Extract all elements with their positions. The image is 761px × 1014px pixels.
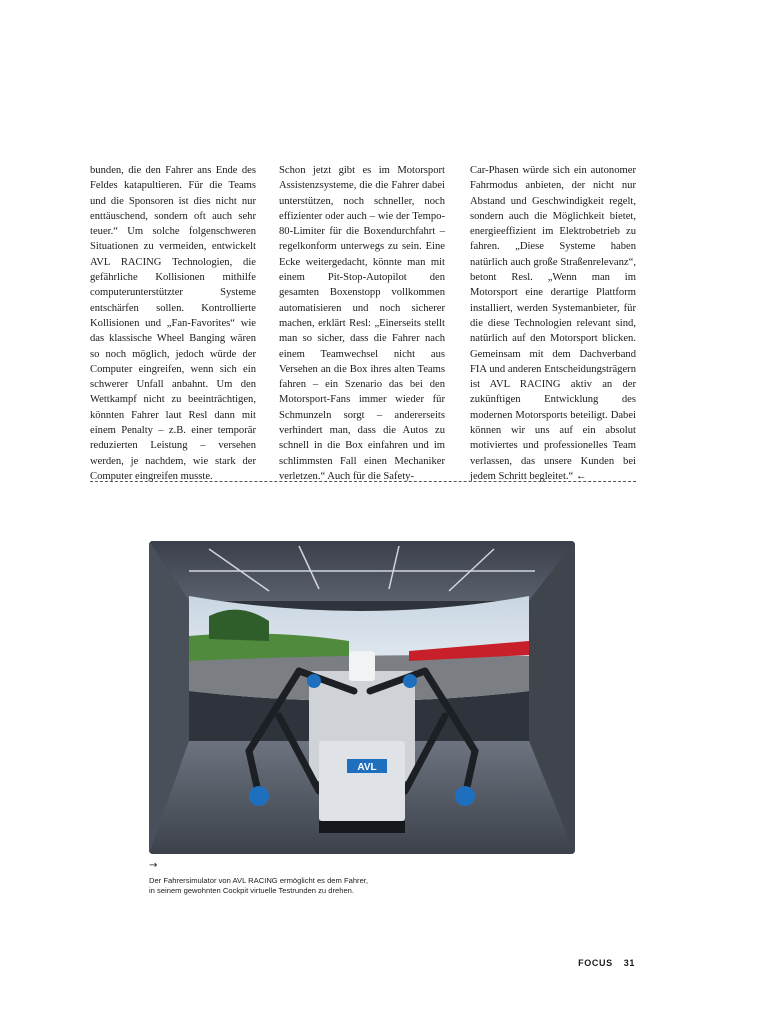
text-column-1: [90, 163, 256, 484]
page-footer: [578, 958, 635, 968]
caption-line-1: Der Fahrersimulator von AVL RACING ermöglicht es dem Fahrer,: [149, 876, 369, 885]
caption-line-2: in seinem gewohnten Cockpit virtuelle Testrunden zu drehen.: [149, 886, 355, 895]
text-column-2: [279, 163, 445, 484]
simulator-photo: [149, 541, 575, 854]
column-1-text: bunden, die den Fahrer ans Ende des Feldes katapultieren. Für die Teams und die Sponsoren ist dies nicht nur enttäuschend, sondern oft auch sehr teuer.“ Um solche folgenschweren Situationen zu vermeiden, entwickelt AVL RACING Technologien, die gefährliche Kollisionen mithilfe computerunterstützter Systeme entschärfen sollen. Kontrollierte Kollisionen und „Fan-Favorites“ wie das klassische Wheel Banging wären so noch möglich, jedoch würde der Computer eingreifen, wenn sich ein schwerer Unfall anbahnt. Um den Wettkampf nicht zu beeinträchtigen, könnten Fahrer laut Resl dann mit einem Penalty – z.B. einer temporär reduzierten Leistung – versehen werden, je nachdem, wie stark der Computer eingreifen musste.: [90, 165, 256, 482]
avl-logo-text: AVL: [357, 762, 377, 773]
section-divider: [90, 481, 636, 482]
simulator-illustration: [149, 541, 575, 854]
photo-caption: [149, 876, 449, 896]
magazine-section-label: FOCUS: [578, 958, 613, 968]
column-2-text: Schon jetzt gibt es im Motorsport Assistenzsysteme, die die Fahrer dabei unterstützen, noch schneller, noch effizienter oder auch – wie der Tempo-80-Limiter für die Boxendurchfahrt – regelkonform unterwegs zu sein. Eine Ecke weitergedacht, könnte man mit einem Pit-Stop-Autopilot den gesamten Boxenstopp vollkommen automatisieren und noch sicherer machen, erklärt Resl: „Einerseits stellt man so sicher, dass die Fahrer nach einem Teamwechsel nicht aus Versehen an die Box ihres alten Teams fahren – ein Szenario das bei den Motorsport-Fans immer wieder für Schmunzeln sorgt – andererseits verhindert man, dass die Autos zu schnell in die Box einfahren und im schlimmsten Fall einen Mechaniker verletzen.“ Auch für die Safety-: [279, 165, 445, 482]
column-3-text: Car-Phasen würde sich ein autonomer Fahrmodus anbieten, der nicht nur Abstand und Geschwindigkeit regelt, sondern auch die Möglichkeit bietet, energieeffizient im Elektrobetrieb zu fahren. „Diese Systeme haben natürlich auch große Straßenrelevanz“, betont Resl. „Wenn man im Motorsport eine derartige Plattform installiert, werden Systemanbieter, für die diese Technologien relevant sind, natürlich auf den Motorsport blicken. Gemeinsam mit dem Dachverband FIA und anderen Entscheidungsträgern ist AVL RACING aktiv an der zukünftigen Entwicklung des modernen Motorsports beteiligt. Dabei können wir uns auf ein absolut motiviertes und professionelles Team verlassen, das unsere Kunden bei jedem Schritt begleitet.“ ←: [470, 165, 636, 482]
page-number: 31: [623, 958, 635, 968]
caption-arrow-icon: →: [149, 860, 158, 871]
text-column-3: [470, 163, 636, 484]
